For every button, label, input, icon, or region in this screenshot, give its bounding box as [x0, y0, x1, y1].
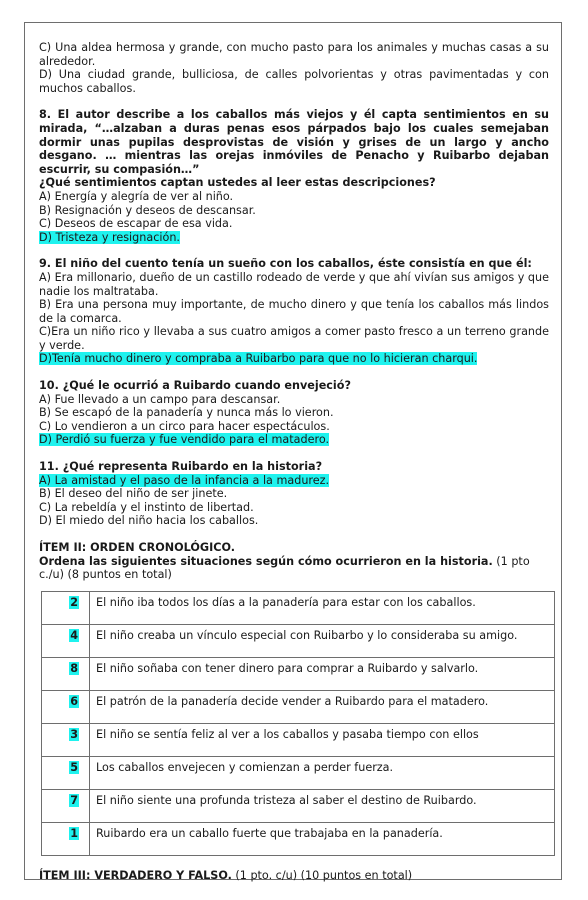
order-number: 2: [70, 595, 78, 609]
q11-option-d: D) El miedo del niño hacia los caballos.: [39, 514, 259, 528]
table-row: [42, 690, 555, 723]
q11-option-c: C) La rebeldía y el instinto de libertad.: [39, 500, 254, 514]
q8-quote: 8. El autor describe a los caballos más viejos y él capta sentimientos en su mirada, “…alzaban a duras penas esos párpados bajo los cuales semejaban dormir unas pupilas desprovistas de visión y grises de un largo y ancho desgano. … mientras las orejas inmóviles de Penacho y Ruibarbo dejaban escurrir, su compasión…”: [39, 108, 549, 176]
q11-option-b: B) El deseo del niño de ser jinete.: [39, 487, 228, 501]
worksheet-content: [39, 41, 549, 882]
q8-option-a: A) Energía y alegría de ver al niño.: [39, 189, 234, 203]
item2-instruction-line: [39, 555, 549, 582]
chronology-table: [41, 591, 555, 856]
order-text: El niño soñaba con tener dinero para comprar a Ruibardo y salvarlo.: [90, 657, 555, 690]
order-number: 3: [70, 727, 78, 741]
order-number: 8: [70, 661, 78, 675]
order-text: El patrón de la panadería decide vender a Ruibardo para el matadero.: [90, 690, 555, 723]
order-text: Ruibardo era un caballo fuerte que trabajaba en la panadería.: [90, 822, 555, 855]
order-text: El niño siente una profunda tristeza al saber el destino de Ruibardo.: [90, 789, 555, 822]
q11-question: 11. ¿Qué representa Ruibardo en la historia?: [39, 460, 323, 474]
q9-option-d-answer: D)Tenía mucho dinero y compraba a Ruibarbo para que no lo hicieran charqui.: [39, 352, 478, 366]
table-row: [42, 723, 555, 756]
order-number: 6: [70, 694, 78, 708]
q9-option-b: B) Era una persona muy importante, de mucho dinero y que tenía los caballos más lindos de la comarca.: [39, 298, 549, 325]
order-number: 5: [70, 760, 78, 774]
q9-question: 9. El niño del cuento tenía un sueño con los caballos, éste consistía en que él:: [39, 257, 532, 271]
q9-option-a: A) Era millonario, dueño de un castillo rodeado de verde y que ahí vivían sus amigos y que nadie los maltrataba.: [39, 270, 549, 298]
option-d-prev: D) Una ciudad grande, bulliciosa, de calles polvorientas y otras pavimentadas y con muchos caballos.: [39, 68, 549, 95]
q10-option-a: A) Fue llevado a un campo para descansar.: [39, 392, 281, 406]
table-row: [42, 624, 555, 657]
order-text: Los caballos envejecen y comienzan a perder fuerza.: [90, 756, 555, 789]
q8-option-d-answer: D) Tristeza y resignación.: [39, 230, 180, 244]
q10-option-c: C) Lo vendieron a un circo para hacer espectáculos.: [39, 419, 330, 433]
item3-title: ÍTEM III: VERDADERO Y FALSO.: [39, 869, 232, 882]
item3-points: (1 pto. c/u) (10 puntos en total): [231, 869, 413, 882]
q10-option-d-answer: D) Perdió su fuerza y fue vendido para el matadero.: [39, 433, 330, 447]
order-number: 7: [70, 793, 78, 807]
table-row: [42, 789, 555, 822]
q11-option-a-answer: A) La amistad y el paso de la infancia a la madurez.: [39, 473, 330, 487]
table-row: [42, 822, 555, 855]
q9-option-c: C)Era un niño rico y llevaba a sus cuatro amigos a comer pasto fresco a un terreno grande y verde.: [39, 325, 549, 352]
option-c-prev: C) Una aldea hermosa y grande, con mucho pasto para los animales y muchas casas a su alrededor.: [39, 41, 549, 68]
q10-option-b: B) Se escapó de la panadería y nunca más lo vieron.: [39, 406, 334, 420]
item2-title: ÍTEM II: ORDEN CRONOLÓGICO.: [39, 541, 235, 554]
order-text: El niño iba todos los días a la panadería para estar con los caballos.: [90, 591, 555, 624]
q10-question: 10. ¿Qué le ocurrió a Ruibardo cuando envejeció?: [39, 379, 351, 393]
order-text: El niño creaba un vínculo especial con Ruibarbo y lo consideraba su amigo.: [90, 624, 555, 657]
table-row: [42, 657, 555, 690]
table-row: [42, 756, 555, 789]
q8-option-c: C) Deseos de escapar de esa vida.: [39, 217, 233, 231]
item3-heading: [39, 869, 412, 883]
table-row: [42, 591, 555, 624]
item2-points: (1 pto c./u) (8 puntos en total): [39, 554, 530, 582]
order-number: 4: [70, 628, 78, 642]
q8-option-b: B) Resignación y deseos de descansar.: [39, 203, 256, 217]
order-number: 1: [70, 826, 78, 840]
q8-question: ¿Qué sentimientos captan ustedes al leer estas descripciones?: [39, 176, 436, 190]
worksheet-page: [24, 22, 562, 880]
item2-instruction: Ordena las siguientes situaciones según cómo ocurrieron en la historia.: [39, 554, 493, 568]
order-text: El niño se sentía feliz al ver a los caballos y pasaba tiempo con ellos: [90, 723, 555, 756]
